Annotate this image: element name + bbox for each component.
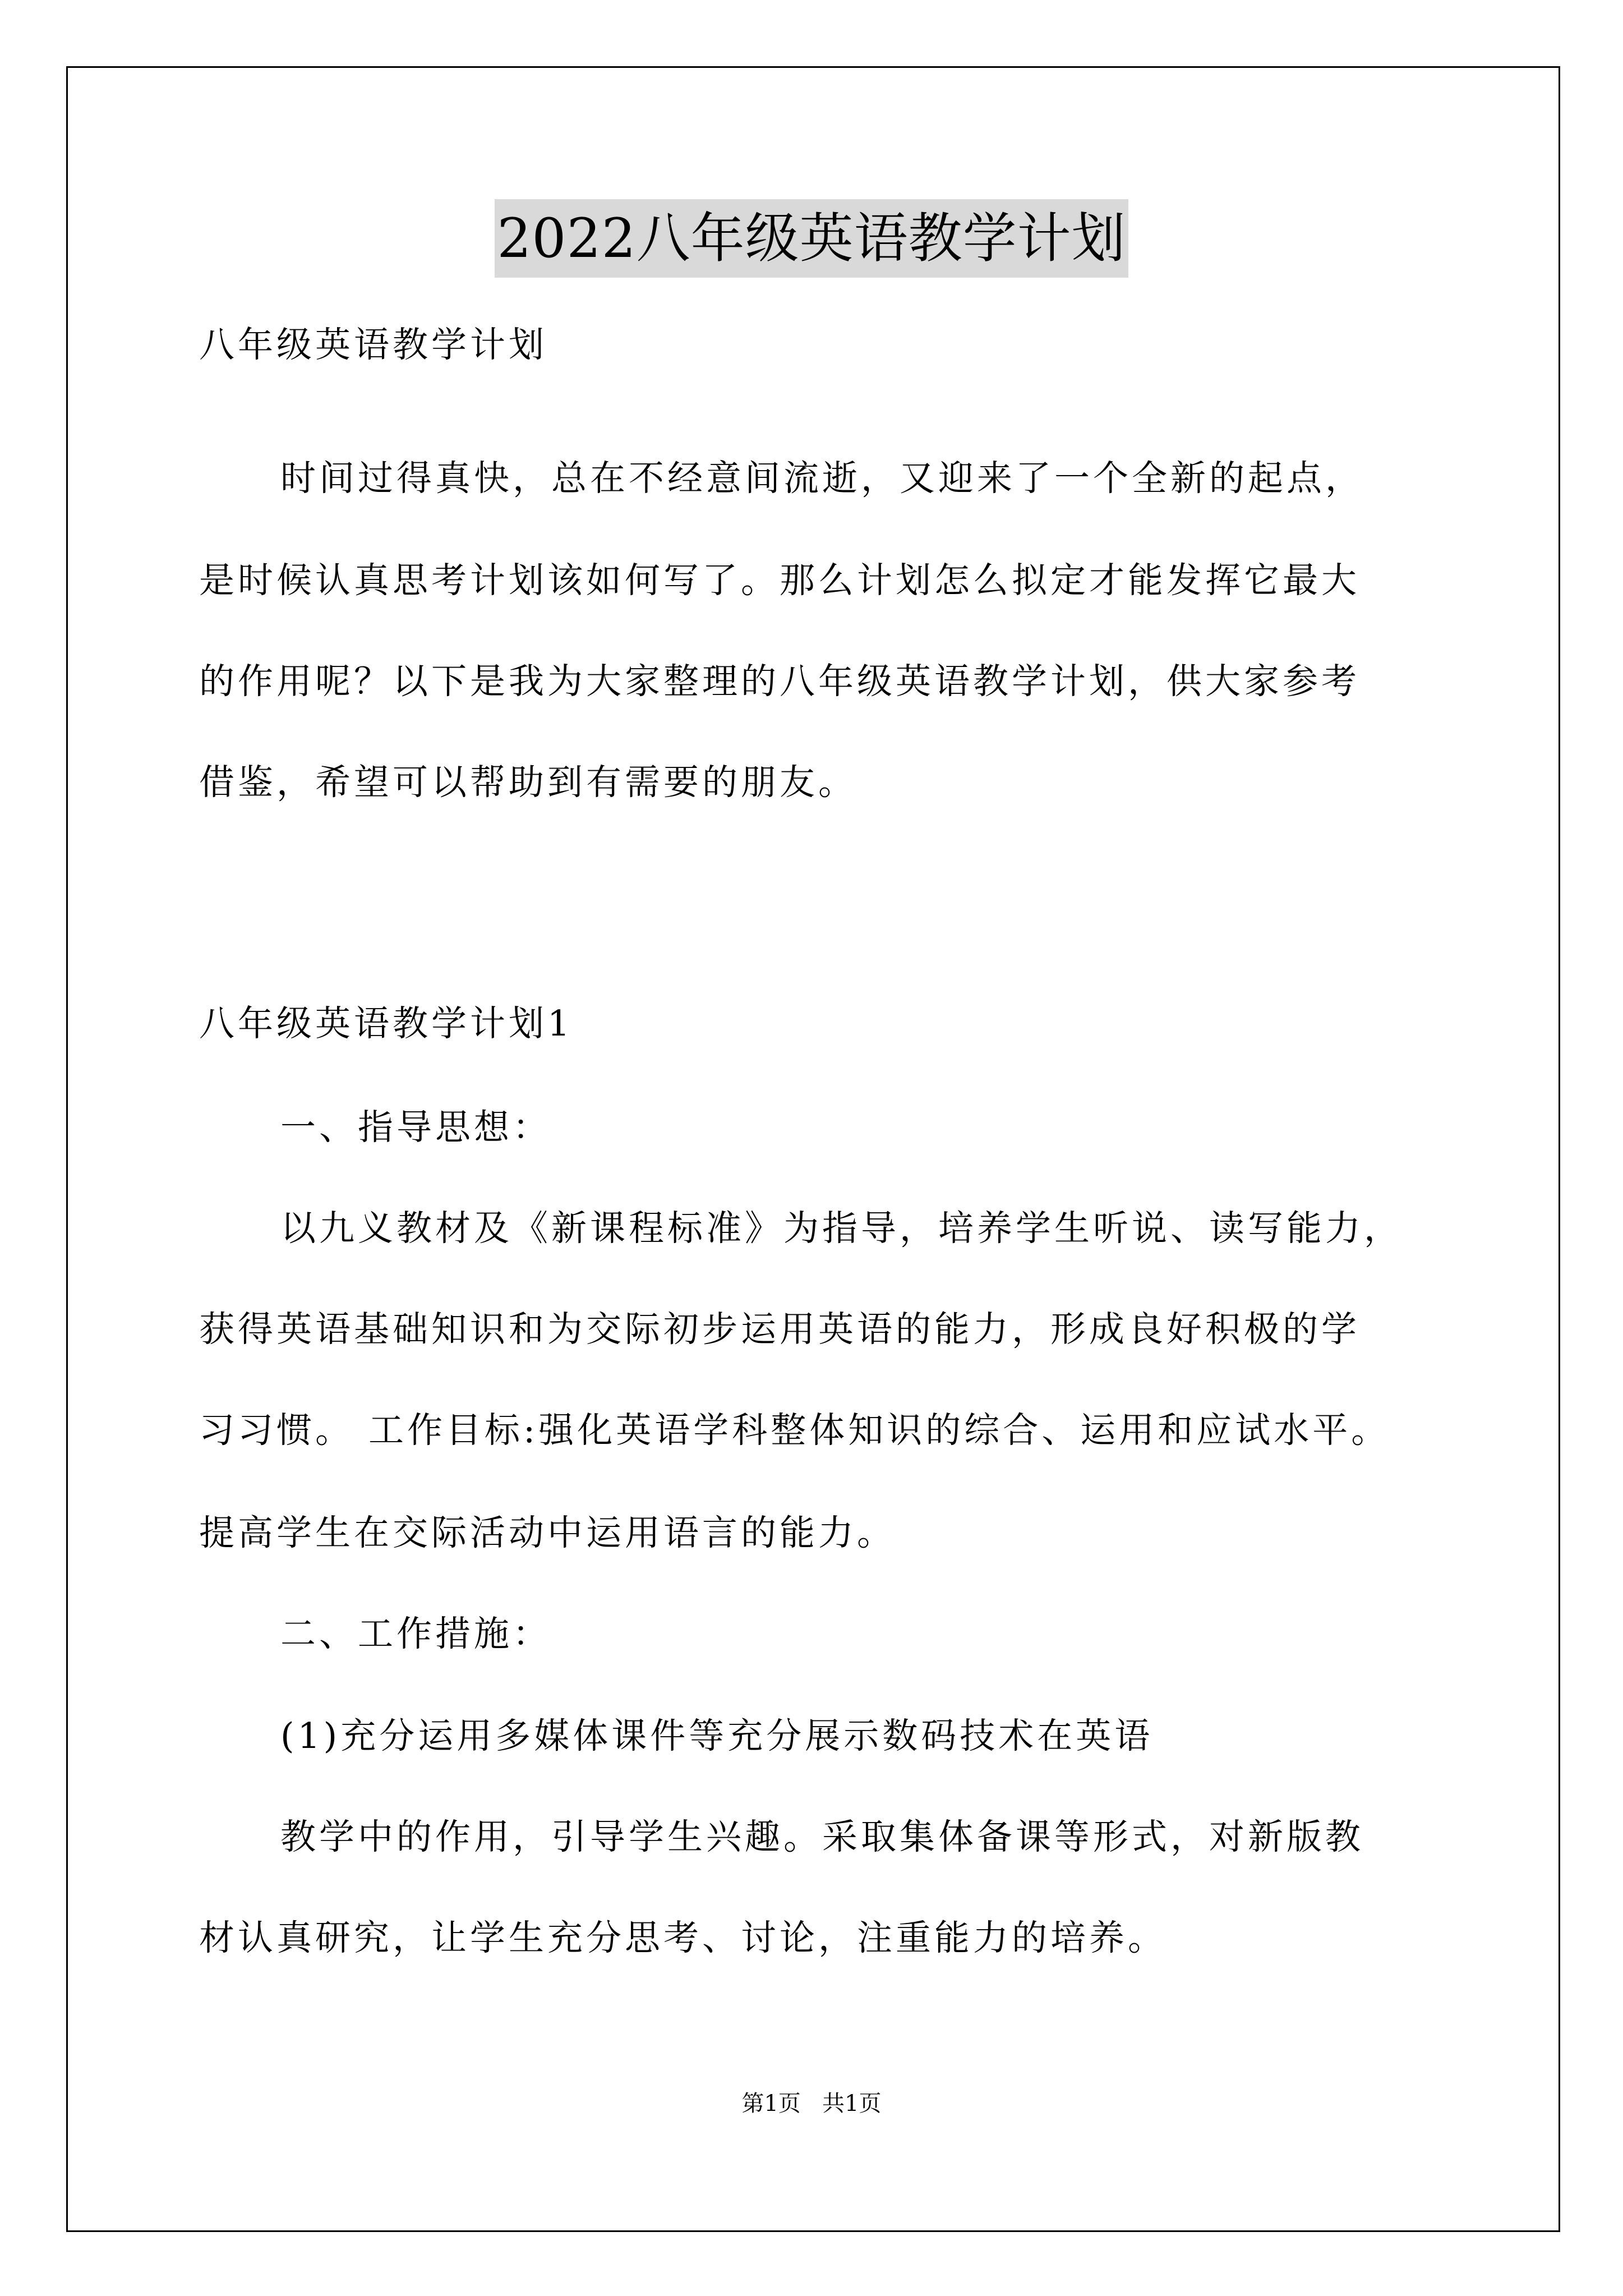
section2-title: 二、工作措施： xyxy=(280,1613,551,1654)
title-container xyxy=(0,199,1623,278)
section1-line-4: 提高学生在交际活动中运用语言的能力。 xyxy=(199,1512,896,1553)
section1-line-1: 以九义教材及《新课程标准》为指导，培养学生听说、读写能力， xyxy=(280,1208,1403,1249)
measure1-line: (1)充分运用多媒体课件等充分展示数码技术在英语 xyxy=(280,1715,1154,1756)
document-title: 2022八年级英语教学计划 xyxy=(495,199,1128,278)
intro-line-3: 的作用呢？以下是我为大家整理的八年级英语教学计划，供大家参考 xyxy=(199,661,1360,702)
page-footer: 第1页 共1页 xyxy=(741,2091,882,2116)
section1-title: 一、指导思想： xyxy=(280,1107,551,1148)
intro-line-1: 时间过得真快，总在不经意间流逝，又迎来了一个全新的起点， xyxy=(280,458,1364,499)
section1-line-2: 获得英语基础知识和为交际初步运用英语的能力，形成良好积极的学 xyxy=(199,1309,1360,1350)
measure1-body-line-2: 材认真研究，让学生充分思考、讨论，注重能力的培养。 xyxy=(199,1917,1166,1958)
heading-plan-1: 八年级英语教学计划1 xyxy=(199,1003,574,1044)
section1-line-3: 习习惯。 工作目标:强化英语学科整体知识的综合、运用和应试水平。 xyxy=(199,1410,1390,1451)
heading-plan: 八年级英语教学计划 xyxy=(199,324,547,365)
measure1-body-line-1: 教学中的作用，引导学生兴趣。采取集体备课等形式，对新版教 xyxy=(280,1816,1364,1857)
intro-line-4: 借鉴，希望可以帮助到有需要的朋友。 xyxy=(199,762,857,803)
intro-line-2: 是时候认真思考计划该如何写了。那么计划怎么拟定才能发挥它最大 xyxy=(199,560,1360,601)
